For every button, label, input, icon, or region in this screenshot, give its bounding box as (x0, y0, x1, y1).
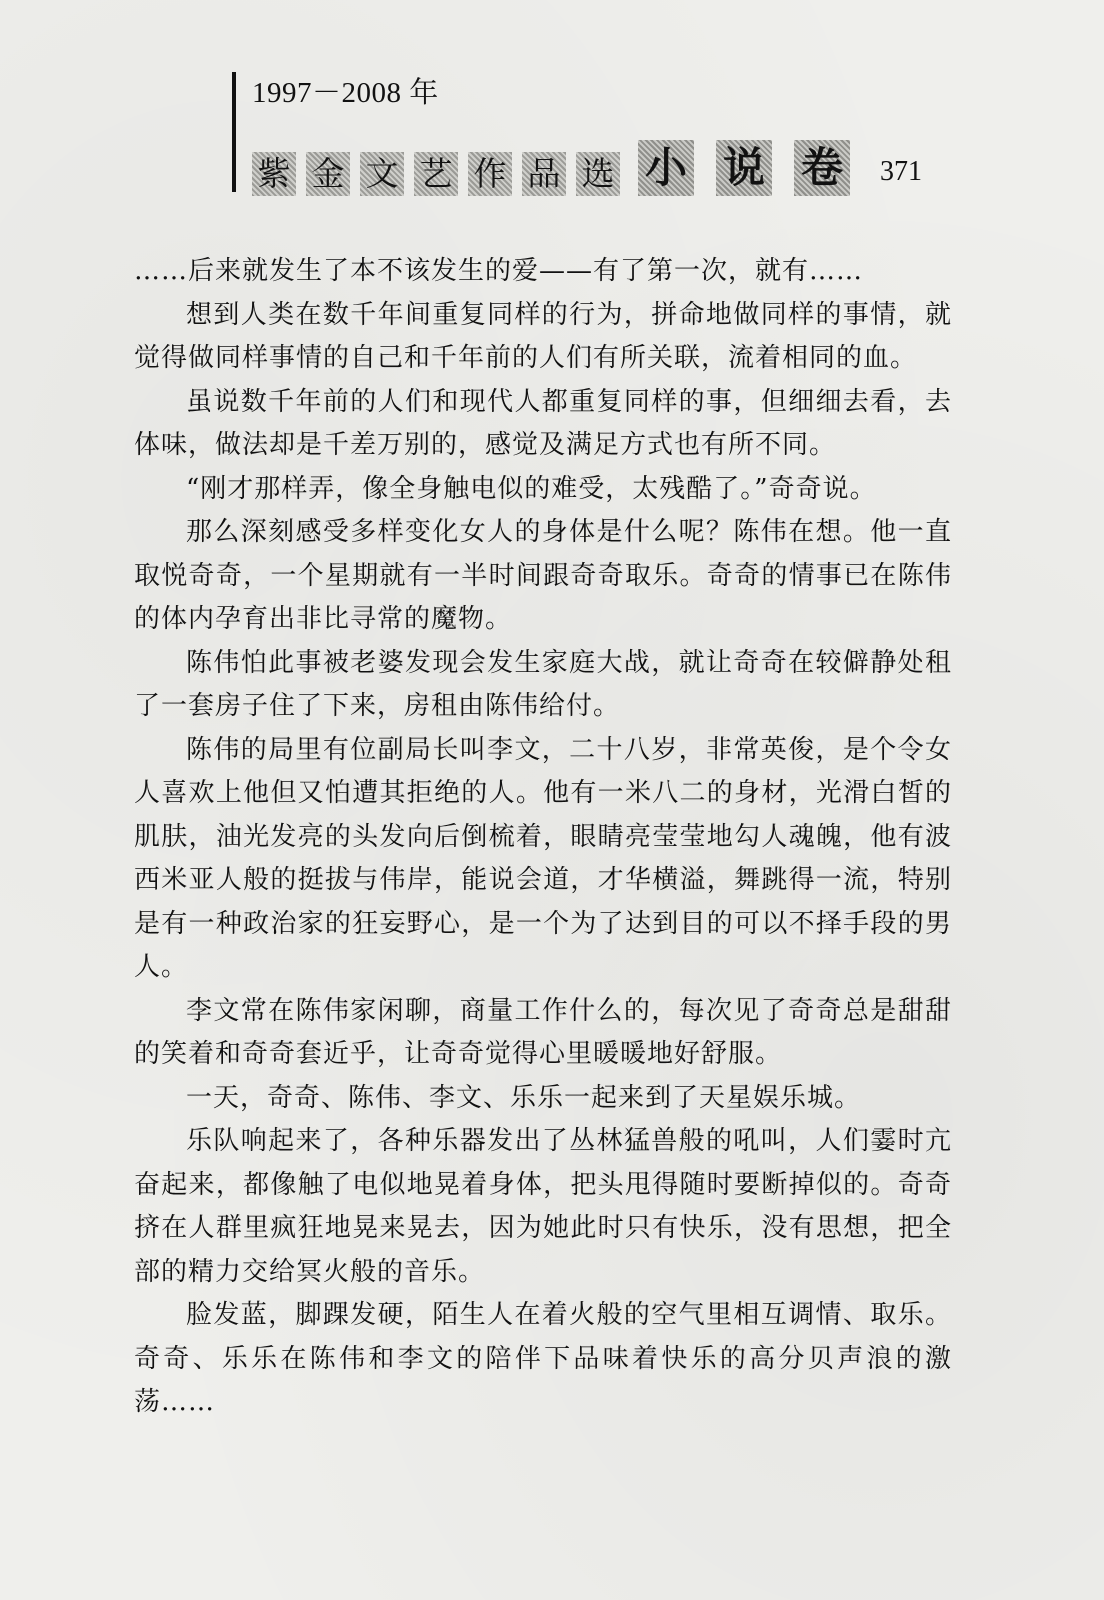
series-title-char: 选 (576, 152, 620, 196)
paragraph: ……后来就发生了本不该发生的爱——有了第一次，就有…… (134, 256, 864, 286)
volume-title-char: 卷 (794, 140, 850, 196)
series-title-char: 金 (306, 152, 350, 196)
paragraph: 陈伟的局里有位副局长叫李文，二十八岁，非常英俊，是个令女人喜欢上他但又怕遭其拒绝的人。他有一米八二的身材，光滑白皙的肌肤，油光发亮的头发向后倒梳着，眼睛亮莹莹地勾人魂魄，他有波西米亚人般的挺拔与伟岸，能说会道，才华横溢，舞跳得一流，特别是有一种政治家的狂妄野心，是一个为了达到目的可以不择手段的男人。 (134, 734, 952, 982)
paragraph: 陈伟怕此事被老婆发现会发生家庭大战，就让奇奇在较僻静处租了一套房子住了下来，房租由陈伟给付。 (134, 647, 952, 721)
paragraph: 那么深刻感受多样变化女人的身体是什么呢？陈伟在想。他一直取悦奇奇，一个星期就有一半时间跟奇奇取乐。奇奇的情事已在陈伟的体内孕育出非比寻常的魔物。 (134, 517, 952, 634)
series-title-char: 作 (468, 152, 512, 196)
paragraph: 一天，奇奇、陈伟、李文、乐乐一起来到了天星娱乐城。 (186, 1082, 862, 1113)
header-years: 1997－2008 年 (252, 77, 439, 109)
series-title-char: 紫 (252, 152, 296, 196)
header-series-title (252, 140, 864, 196)
volume-title-char: 说 (716, 140, 772, 196)
header-rule (232, 72, 236, 192)
body-text (134, 250, 952, 1425)
volume-title-char: 小 (638, 140, 694, 196)
paragraph: 李文常在陈伟家闲聊，商量工作什么的，每次见了奇奇总是甜甜的笑着和奇奇套近乎，让奇奇觉得心里暖暖地好舒服。 (134, 995, 952, 1069)
paragraph: 脸发蓝，脚踝发硬，陌生人在着火般的空气里相互调情、取乐。奇奇、乐乐在陈伟和李文的陪伴下品味着快乐的高分贝声浪的激荡…… (134, 1300, 952, 1417)
series-title-char: 品 (522, 152, 566, 196)
paragraph: 虽说数千年前的人们和现代人都重复同样的事，但细细去看，去体味，做法却是千差万别的，感觉及满足方式也有所不同。 (134, 386, 952, 460)
page-number: 371 (880, 156, 922, 187)
paragraph: 想到人类在数千年间重复同样的行为，拼命地做同样的事情，就觉得做同样事情的自己和千年前的人们有所关联，流着相同的血。 (134, 299, 952, 373)
series-title-char: 艺 (414, 152, 458, 196)
series-title-char: 文 (360, 152, 404, 196)
paragraph: 乐队响起来了，各种乐器发出了丛林猛兽般的吼叫，人们霎时亢奋起来，都像触了电似地晃着身体，把头甩得随时要断掉似的。奇奇挤在人群里疯狂地晃来晃去，因为她此时只有快乐，没有思想，把全部的精力交给冥火般的音乐。 (134, 1126, 952, 1287)
paragraph: “刚才那样弄，像全身触电似的难受，太残酷了。”奇奇说。 (186, 473, 877, 504)
